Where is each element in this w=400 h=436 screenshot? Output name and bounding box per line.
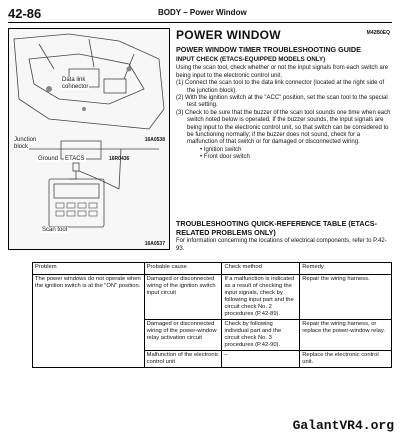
problem-cell: The power windows do not operate when the ignition switch is at the "ON" position. [33, 275, 145, 368]
remedy-cell: Repair the wiring harness, or replace the power-window relay. [300, 320, 392, 351]
step-1: (1) Connect the scan tool to the data link connector (located at the right side of the junction block). [176, 80, 385, 94]
section-title: POWER WINDOW [176, 28, 281, 42]
figure-code-mid: 16R0436 [109, 156, 130, 162]
figure-code-top: 16A0538 [144, 137, 165, 143]
quickref-section [176, 216, 392, 253]
watermark: GalantVR4.org [292, 418, 394, 433]
bullet-ignition-text: Ignition switch [203, 146, 242, 153]
scan-tool-illustration [8, 28, 170, 250]
figure-code-bottom: 16A0537 [144, 241, 165, 247]
input-check-heading: INPUT CHECK (ETACS-EQUIPPED MODELS ONLY) [176, 56, 326, 63]
data-link-label: Data link [62, 77, 86, 83]
quickref-title: TROUBLESHOOTING QUICK-REFERENCE TABLE (ETACS-RELATED PROBLEMS ONLY) [176, 219, 377, 237]
bullet-door: • Front door switch [200, 154, 250, 161]
bullet-ignition: • Ignition switch [200, 146, 242, 153]
header-problem: Problem [33, 263, 145, 275]
header-check: Check method [222, 263, 300, 275]
remedy-cell: Replace the electronic control unit. [300, 351, 392, 368]
step-2: (2) With the ignition switch at the "ACC" position, set the scan tool to the special test setting. [176, 95, 388, 109]
check-cell: If a malfunction is indicated as a result of checking the input signals, check by following input part and the circuit check No. 2 procedures (P.42-89). [222, 275, 300, 320]
header-cause: Probable cause [144, 263, 222, 275]
cause-cell: Malfunction of the electronic control unit [144, 351, 222, 368]
page-number: 42-86 [8, 6, 42, 21]
guide-heading: POWER WINDOW TIMER TROUBLESHOOTING GUIDE [176, 45, 361, 54]
scan-tool-label: Scan tool [42, 227, 68, 233]
connector-label: connector [62, 84, 89, 90]
block-label: block [14, 144, 29, 150]
junction-label: Junction [14, 137, 37, 143]
check-cell: Check by following individual part and the circuit check No. 3 procedures (P.42-90). [222, 320, 300, 351]
step-3: (3) Check to be sure that the buzzer of the scan tool sounds one time when each switch noted below is operated. If the buzzer sounds, the input signals are being input to the electronic control unit, so that switch can be considered to be functioning normally; if the buzzer does not sound, check for a malfunction of that switch or for damaged or disconnected wiring. [176, 109, 391, 146]
power-window-section [176, 26, 392, 162]
table-row [33, 275, 392, 320]
bullet-door-text: Front door switch [203, 154, 250, 161]
cause-cell: Damaged or disconnected wiring of the power-window relay activation circuit [144, 320, 222, 351]
ground-label: Ground [38, 156, 59, 162]
page-header [8, 6, 392, 22]
section-code: M42B0EQ [366, 30, 390, 36]
header-rule [8, 22, 392, 23]
quickref-table [32, 262, 392, 368]
check-cell: – [222, 351, 300, 368]
chapter-title: BODY – Power Window [158, 8, 247, 17]
table-header-row [33, 263, 392, 275]
remedy-cell: Repair the wiring harness. [300, 275, 392, 320]
cause-cell: Damaged or disconnected wiring of the ignition switch input circuit [144, 275, 222, 320]
header-remedy: Remedy [300, 263, 392, 275]
quickref-intro: For information concerning the locations of electrical components, refer to P.42-93. [176, 238, 387, 252]
etacs-label: ETACS [65, 156, 85, 162]
intro-paragraph: Using the scan tool, check whether or not the input signals from each switch are being input to the electronic control unit. [176, 65, 389, 79]
